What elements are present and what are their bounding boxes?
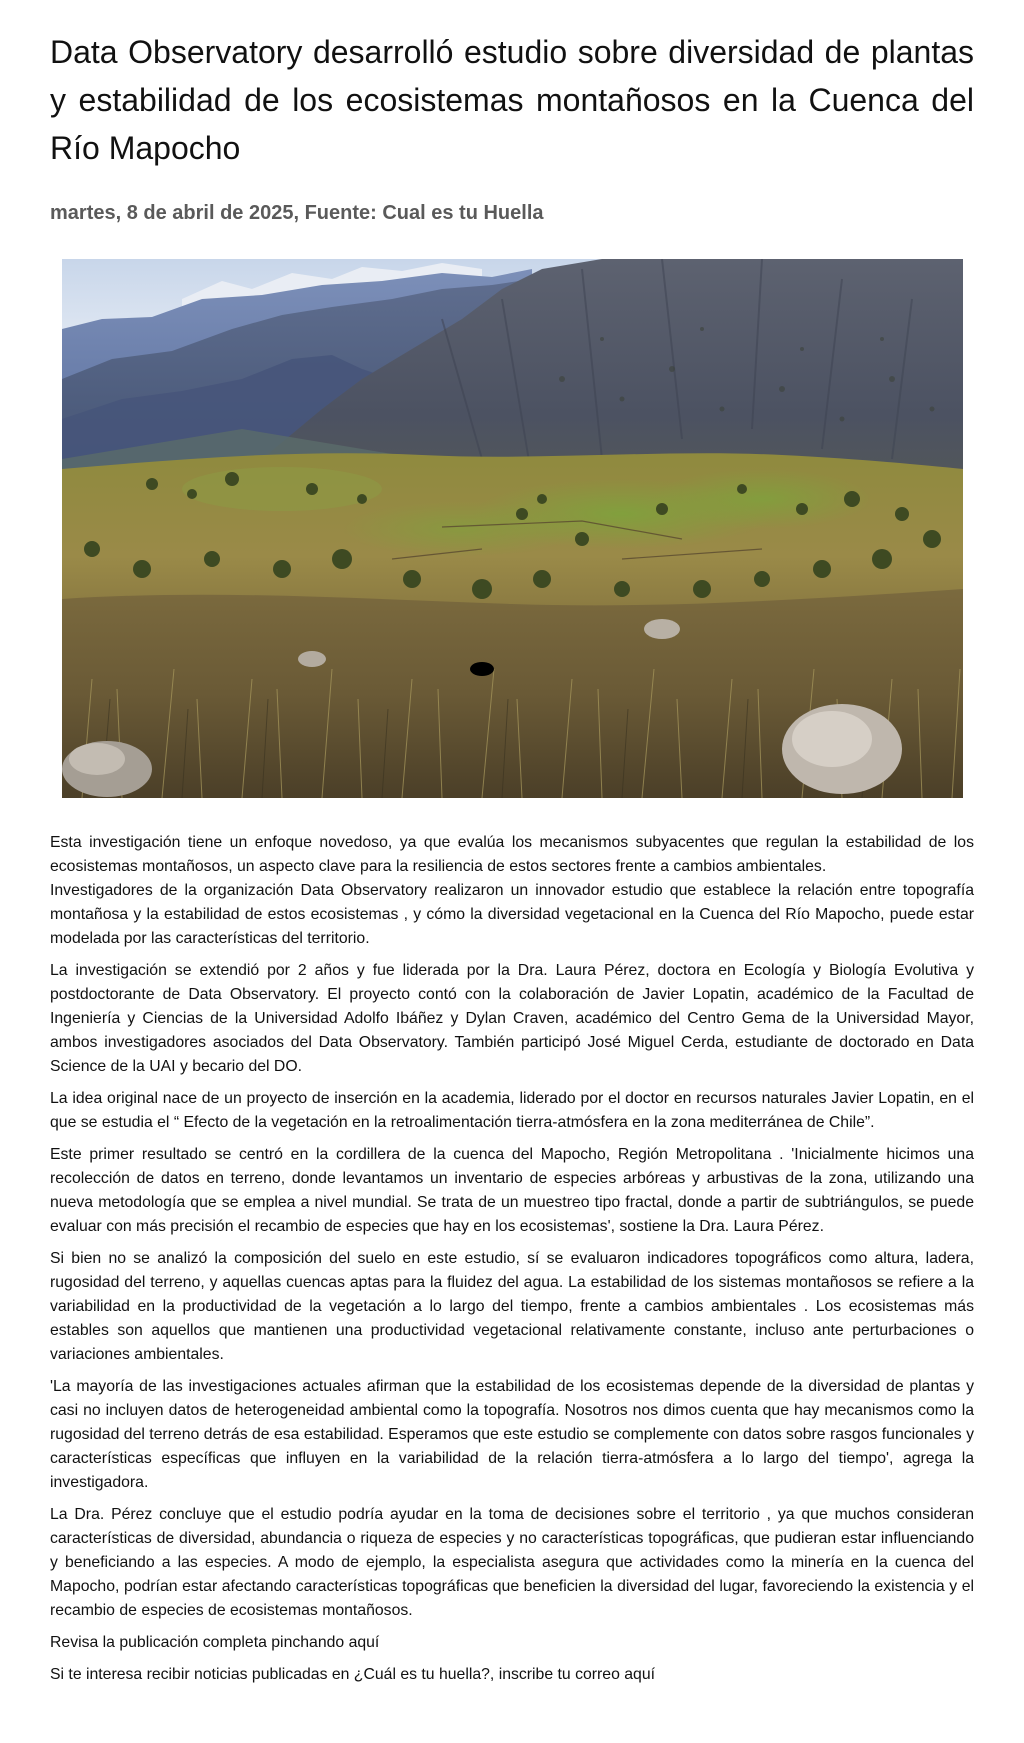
newsletter-signup-text[interactable]: Si te interesa recibir noticias publicadas en ¿Cuál es tu huella?, inscribe tu correo aquí — [50, 1666, 655, 1683]
article-photo — [62, 259, 963, 798]
publication-link-text[interactable]: Revisa la publicación completa pinchando aquí — [50, 1634, 380, 1651]
paragraph-2: Investigadores de la organización Data Observatory realizaron un innovador estudio que establece la relación entre topografía montañosa y la estabilidad de estos ecosistemas , y cómo la diversidad vegetacional en la Cuenca del Río Mapocho, puede estar modelada por las características del territorio. — [50, 882, 974, 947]
article-date-source: martes, 8 de abril de 2025, Fuente: Cual es tu Huella — [50, 202, 544, 224]
paragraph-7: 'La mayoría de las investigaciones actuales afirman que la estabilidad de los ecosistemas depende de la diversidad de plantas y casi no incluyen datos de heterogeneidad ambiental como la topografía. Nosotros nos dimos cuenta que hay mecanismos como la rugosidad del terreno detrás de esa estabilidad. Esperamos que este estudio se complemente con datos sobre rasgos funcionales y características específicas que influyen en la variabilidad de la relación tierra-atmósfera a lo largo del tiempo', agrega la investigadora. — [50, 1378, 974, 1491]
paragraph-intro: Esta investigación tiene un enfoque novedoso, ya que evalúa los mecanismos subyacentes que regulan la estabilidad de los ecosistemas montañosos, un aspecto clave para la resiliencia de estos sectores frente a cambios ambientales. — [50, 834, 974, 875]
paragraph-3: La investigación se extendió por 2 años y fue liderada por la Dra. Laura Pérez, doctora en Ecología y Biología Evolutiva y postdoctorante de Data Observatory. El proyecto contó con la colaboración de Javier Lopatin, académico de la Facultad de Ingeniería y Ciencias de la Universidad Adolfo Ibáñez y Dylan Craven, académico del Centro Gema de la Universidad Mayor, ambos investigadores asociados del Data Observatory. También participó José Miguel Cerda, estudiante de doctorado en Data Science de la UAI y becario del DO. — [50, 962, 974, 1075]
article-title: Data Observatory desarrolló estudio sobre diversidad de plantas y estabilidad de los ecosistemas montañosos en la Cuenca del Río Mapocho — [50, 34, 974, 166]
paragraph-6: Si bien no se analizó la composición del suelo en este estudio, sí se evaluaron indicadores topográficos como altura, ladera, rugosidad del terreno, y aquellas cuencas aptas para la fluidez del agua. La estabilidad de los sistemas montañosos se refiere a la variabilidad en la productividad de la vegetación a lo largo del tiempo, frente a cambios ambientales . Los ecosistemas más estables son aquellos que mantienen una productividad vegetacional relativamente constante, incluso ante perturbaciones o variaciones ambientales. — [50, 1250, 974, 1363]
mountain-landscape-image — [62, 259, 963, 798]
article-body — [50, 831, 974, 1687]
paragraph-8: La Dra. Pérez concluye que el estudio podría ayudar en la toma de decisiones sobre el territorio , ya que muchos consideran características de diversidad, abundancia o riqueza de especies y no características topográficas, que pudieran estar influenciando y beneficiando a las especies. A modo de ejemplo, la especialista asegura que actividades como la minería en la cuenca del Mapocho, podrían estar afectando características topográficas que beneficien la diversidad del lugar, favoreciendo la existencia y el recambio de especies de ecosistemas montañosos. — [50, 1506, 974, 1619]
paragraph-4: La idea original nace de un proyecto de inserción en la academia, liderado por el doctor en recursos naturales Javier Lopatin, en el que se estudia el “ Efecto de la vegetación en la retroalimentación tierra-atmósfera en la zona mediterránea de Chile”. — [50, 1090, 974, 1131]
paragraph-5: Este primer resultado se centró en la cordillera de la cuenca del Mapocho, Región Metropolitana . 'Inicialmente hicimos una recolección de datos en terreno, donde levantamos un inventario de especies arbóreas y arbustivas de la zona, utilizando una nueva metodología que se emplea a nivel mundial. Se trata de un muestreo tipo fractal, donde a partir de subtriángulos, se puede evaluar con más precisión el recambio de especies que hay en los ecosistemas', sostiene la Dra. Laura Pérez. — [50, 1146, 974, 1235]
